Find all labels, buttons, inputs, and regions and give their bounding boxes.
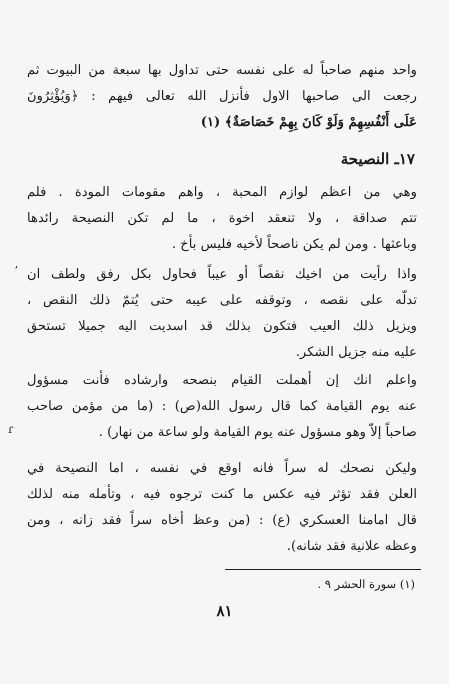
text-line: تدلّه على نقصه ، وتوقفه على عيبه حتى يُتمّ ذلك النقص ، [27, 293, 417, 308]
footnote-divider [225, 569, 421, 570]
paragraph-secret-advice [27, 456, 417, 560]
text-line: عَلَى أَنْفُسِهِمْ وَلَوْ كَانَ بِهِمْ خَصَاصَةٌ﴾ (١) [200, 115, 417, 130]
page-number: ٨١ [216, 602, 233, 620]
margin-mark: ʼ [14, 264, 18, 278]
paragraph-responsibility [27, 368, 417, 446]
text-line: عليه منه جزيل الشكر. [295, 345, 417, 360]
margin-mark: ɾ [8, 422, 14, 436]
text-line: وباعثها . ومن لم يكن ناصحاً لأخيه فليس بأخ . [171, 237, 417, 252]
text-line: صاحباً إلاّ وهو مسؤول عنه يوم القيامة ولو ساعة من نهار) . [98, 425, 417, 440]
text-line: وهي من اعظم لوازم المحبة ، واهم مقومات المودة . فلم [27, 185, 417, 200]
paragraph-intro [27, 180, 417, 258]
text-line: واحد منهم صاحباً له على نفسه حتى تداول بها سبعة من البيوت ثم رجعت الى صاحبها الاول فأنزل الله تعالى فيهم : ﴿وَيُؤْثِرُونَ [27, 63, 417, 104]
text-line: واذا رأيت من اخيك نقصاً أو عيباً فحاول بكل رفق ولطف ان [27, 267, 417, 282]
text-line: تتم صداقة ، ولا تنعقد اخوة ، ما لم تكن النصيحة رائدها [27, 211, 417, 226]
text-line: واعلم انك إن أهملت القيام بنصحه وارشاده فأنت مسؤول [27, 373, 417, 388]
footnote: (١) سورة الحشر ٩ . [317, 577, 415, 591]
text-line: ويزيل ذلك العيب فتكون بذلك قد اسديت اليه جميلا تستحق [27, 319, 417, 334]
section-heading: ١٧ـ النصيحة [340, 150, 415, 168]
paragraph-advice [27, 262, 417, 366]
text-line: وليكن نصحك له سراً فانه اوقع في نفسه ، اما النصيحة في [27, 461, 417, 476]
text-line: وعظه علانية فقد شانه). [286, 539, 417, 554]
text-line: العلن فقد تؤثر فيه عكس ما كنت ترجوه فيه ، وتأمله منه لذلك [27, 487, 417, 502]
text-line: قال امامنا العسكري (ع) : (من وعظ أخاه سراً فقد زانه ، ومن [27, 513, 417, 528]
paragraph-quran-verse [27, 58, 417, 136]
text-line: عنه يوم القيامة كما قال رسول الله(ص) : (ما من مؤمن صاحب [27, 399, 417, 414]
